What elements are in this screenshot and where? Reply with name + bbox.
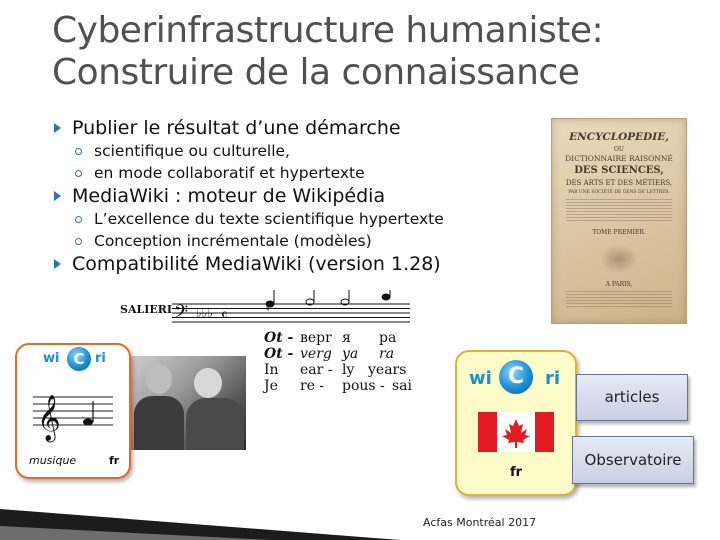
common-time-icon: 𝄴 [221, 306, 228, 324]
bullet-item [50, 252, 530, 276]
bullet-arrow-icon [54, 259, 61, 269]
footer-text: Acfas Montréal 2017 [423, 516, 537, 529]
bullet-ring-icon [75, 148, 82, 155]
wiki-label: wi [43, 351, 60, 366]
book-line: DICTIONNAIRE RAISONNÉ [565, 154, 673, 163]
lyric-cell: sai [392, 378, 413, 394]
ri-label: ri [545, 368, 561, 389]
figure-body [186, 398, 244, 450]
book-imprint [566, 291, 672, 309]
lyric-cell: я [342, 330, 351, 346]
slide-title [52, 10, 692, 94]
bottom-decoration [0, 500, 720, 540]
card-label-musique: musique [29, 454, 77, 467]
articles-scroll-button[interactable] [576, 374, 688, 421]
book-line: DES SCIENCES, [574, 165, 664, 176]
book-line: PAR UNE SOCIÉTÉ DE GENS DE LETTRES. [568, 190, 670, 195]
flat-sign-icon: ♭♭♭ [196, 306, 213, 320]
title-line-1: Cyberinfrastructure humaniste: [52, 10, 604, 51]
book-line: A PARIS, [605, 281, 633, 288]
bullet-text: Compatibilité MediaWiki (version 1.28) [72, 253, 441, 275]
score-label: SALIERI [120, 303, 173, 316]
card-lang: fr [509, 465, 523, 480]
sub-bullet-item [50, 162, 530, 184]
title-line-2: Construire de la connaissance [52, 52, 580, 93]
sub-bullet-item [50, 140, 530, 162]
lyric-cell: pous - [342, 378, 385, 394]
book-line: TOME PREMIER. [592, 229, 646, 236]
natural-sign-icon: ♮ [266, 304, 270, 315]
lyric-cell: verg [300, 346, 332, 362]
sub-bullet-text: L’excellence du texte scientifique hypertexte [94, 210, 444, 228]
mozart-salieri-engraving [128, 356, 246, 450]
lyric-cell: pa [379, 330, 397, 346]
bullet-arrow-icon [54, 191, 61, 201]
sub-bullet-text: en mode collaboratif et hypertexte [94, 164, 365, 182]
ri-label: ri [95, 351, 106, 366]
card-lang: fr [109, 454, 120, 467]
wiki-label: wi [469, 368, 492, 389]
figure-body [134, 396, 184, 450]
lyric-cell: years [368, 362, 407, 378]
bass-clef-icon: 𝄢 [174, 302, 189, 327]
sub-bullet-text: scientifique ou culturelle, [94, 142, 290, 160]
book-fine-print [566, 199, 672, 223]
bullet-item [50, 116, 530, 140]
wikiri-musique-card[interactable] [15, 343, 131, 479]
treble-clef-icon: 𝄞 [37, 395, 61, 441]
observatoire-label: Observatoire [584, 451, 682, 469]
sub-bullet-text: Conception incrémentale (modèles) [94, 232, 372, 250]
wikiri-logo-icon: C [67, 347, 91, 371]
lyric-cell: ra [379, 346, 395, 362]
lyric-cell: ya [342, 346, 359, 362]
articles-label: articles [604, 388, 660, 406]
bullet-ring-icon [75, 216, 82, 223]
bullet-list [50, 116, 530, 276]
wikiri-fr-card[interactable] [455, 350, 577, 496]
sub-bullet-item [50, 230, 530, 252]
lyric-cell: ear - [300, 362, 333, 378]
bullet-text: Publier le résultat d’une démarche [72, 117, 401, 139]
book-line: ENCYCLOPEDIE, [569, 131, 669, 143]
lyric-cell: Ot - [264, 330, 294, 346]
observatoire-scroll-button[interactable] [572, 436, 694, 484]
bullet-ring-icon [75, 170, 82, 177]
book-vignette [600, 245, 638, 273]
lyric-cell: re - [300, 378, 325, 394]
bullet-arrow-icon [54, 123, 61, 133]
lyric-cell: Ot - [264, 346, 294, 362]
sub-bullet-item [50, 208, 530, 230]
lyric-cell: Je [264, 378, 278, 394]
bullet-item [50, 184, 530, 208]
book-line: OU [614, 146, 624, 153]
wikiri-logo-icon: C [499, 360, 533, 394]
treble-clef-staff [33, 383, 113, 443]
canada-flag-icon [478, 412, 554, 452]
bullet-ring-icon [75, 238, 82, 245]
book-line: DES ARTS ET DES MÉTIERS, [565, 179, 673, 187]
figure-head [194, 368, 222, 398]
encyclopedie-title-page-image [551, 118, 687, 324]
lyric-cell: вepr [300, 330, 332, 346]
figure-head [146, 364, 172, 394]
lyric-cell: In [264, 362, 279, 378]
bullet-text: MediaWiki : moteur de Wikipédia [72, 185, 386, 207]
lyric-cell: ly [342, 362, 355, 378]
